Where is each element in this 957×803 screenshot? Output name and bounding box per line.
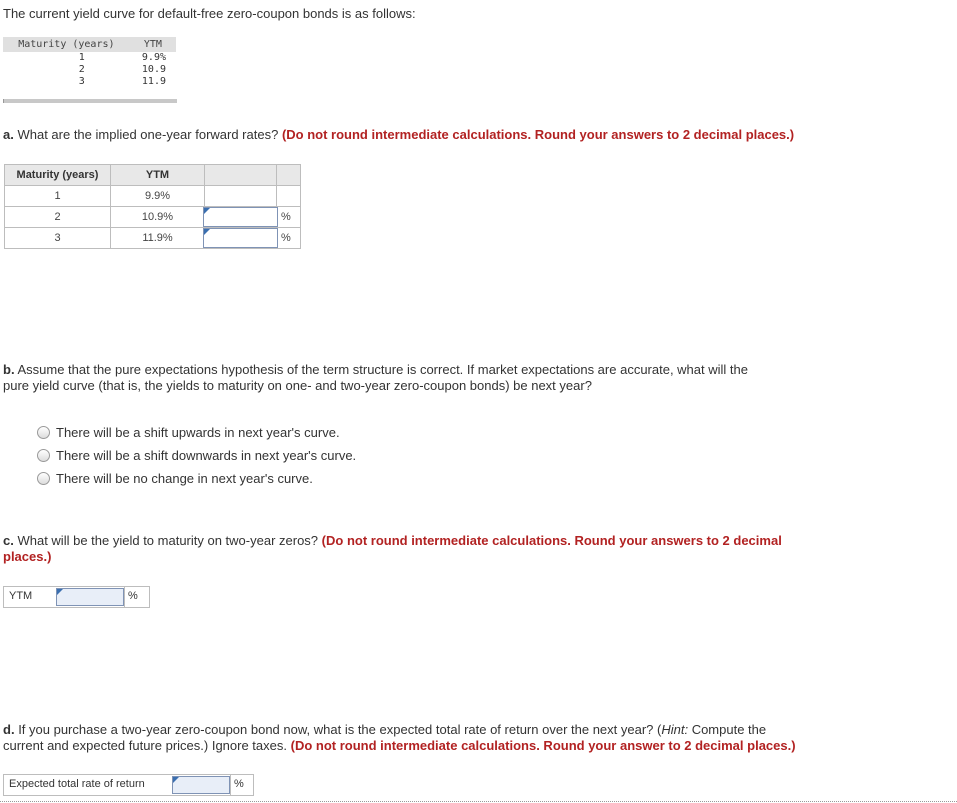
expected-return-input[interactable] [172,776,230,794]
option-label: There will be a shift upwards in next year's curve. [56,425,340,440]
part-d-label: d. [3,722,15,737]
part-c-question [3,533,782,565]
ytm-label: YTM [4,587,56,607]
header-forward-rate [205,165,277,186]
part-a-table [4,164,301,249]
intro-text: The current yield curve for default-free zero-coupon bonds is as follows: [3,6,416,21]
hint-label: Hint: [661,722,689,737]
table-row [5,186,301,207]
table-row [5,228,301,249]
ytm-cell: 10.9% [111,207,205,228]
given-maturity: 2 [78,64,85,75]
maturity-cell: 3 [5,228,111,249]
option-label: There will be no change in next year's curve. [56,471,313,486]
unit-cell: % [277,228,301,249]
part-d-text-line1: If you purchase a two-year zero-coupon bond now, what is the expected total rate of return over the next year? ( [18,722,662,737]
part-b-question [3,362,748,394]
part-b-text-line1: Assume that the pure expectations hypothesis of the term structure is correct. If market expectations are accurate, what will the [17,362,748,377]
table-scrollbar[interactable] [3,99,177,103]
ytm-cell: 11.9% [111,228,205,249]
header-unit [277,165,301,186]
part-c-note-line2: places.) [3,549,52,564]
table-row [3,52,176,64]
ytm-input[interactable] [56,588,124,606]
header-maturity: Maturity (years) [5,165,111,186]
unit-label: % [230,775,253,795]
option-no-change[interactable] [37,471,313,486]
part-c-text: What will be the yield to maturity on two-year zeros? [17,533,319,548]
table-row [3,76,176,88]
header-ytm: YTM [111,165,205,186]
given-header-maturity: Maturity (years) [3,37,130,52]
given-yield-table [3,37,176,88]
radio-button[interactable] [37,472,50,485]
flag-icon [204,208,210,214]
empty-cell [205,186,277,207]
unit-label: % [124,587,149,607]
given-maturity: 1 [78,52,85,63]
bottom-divider [0,801,957,802]
option-shift-upwards[interactable] [37,425,340,440]
part-c-label: c. [3,533,14,548]
part-a-label: a. [3,127,14,142]
forward-rate-cell [205,228,277,249]
radio-button[interactable] [37,449,50,462]
empty-cell [277,186,301,207]
expected-return-label: Expected total rate of return [4,775,172,795]
ytm-cell: 9.9% [111,186,205,207]
part-b-text-line2: pure yield curve (that is, the yields to maturity on one- and two-year zero-coupon bonds) be next year? [3,378,592,393]
given-ytm: 9.9% [141,52,166,63]
option-label: There will be a shift downwards in next year's curve. [56,448,357,463]
part-c-answer-row [3,586,150,608]
maturity-cell: 2 [5,207,111,228]
unit-cell: % [277,207,301,228]
forward-rate-input-year3[interactable] [203,228,278,248]
flag-icon [204,229,210,235]
given-ytm: 11.9 [141,76,166,87]
part-c-note: (Do not round intermediate calculations. Round your answers to 2 decimal [321,533,782,548]
flag-icon [173,777,179,783]
given-ytm: 10.9 [141,64,166,75]
flag-icon [57,589,63,595]
radio-button[interactable] [37,426,50,439]
forward-rate-cell [205,207,277,228]
part-d-note: (Do not round intermediate calculations. Round your answer to 2 decimal places.) [290,738,796,753]
maturity-cell: 1 [5,186,111,207]
part-a-question [3,127,794,143]
hint-text: Compute the [688,722,767,737]
given-header-ytm: YTM [130,37,176,52]
part-b-label: b. [3,362,15,377]
part-d-question [3,722,796,754]
given-maturity: 3 [78,76,85,87]
part-d-answer-row [3,774,254,796]
table-row [5,207,301,228]
forward-rate-input-year2[interactable] [203,207,278,227]
part-a-text: What are the implied one-year forward rates? [17,127,279,142]
part-a-note: (Do not round intermediate calculations. Round your answers to 2 decimal places.) [281,127,795,142]
part-d-text-line2: current and expected future prices.) Ignore taxes. [3,738,287,753]
table-row [3,64,176,76]
option-shift-downwards[interactable] [37,448,356,463]
